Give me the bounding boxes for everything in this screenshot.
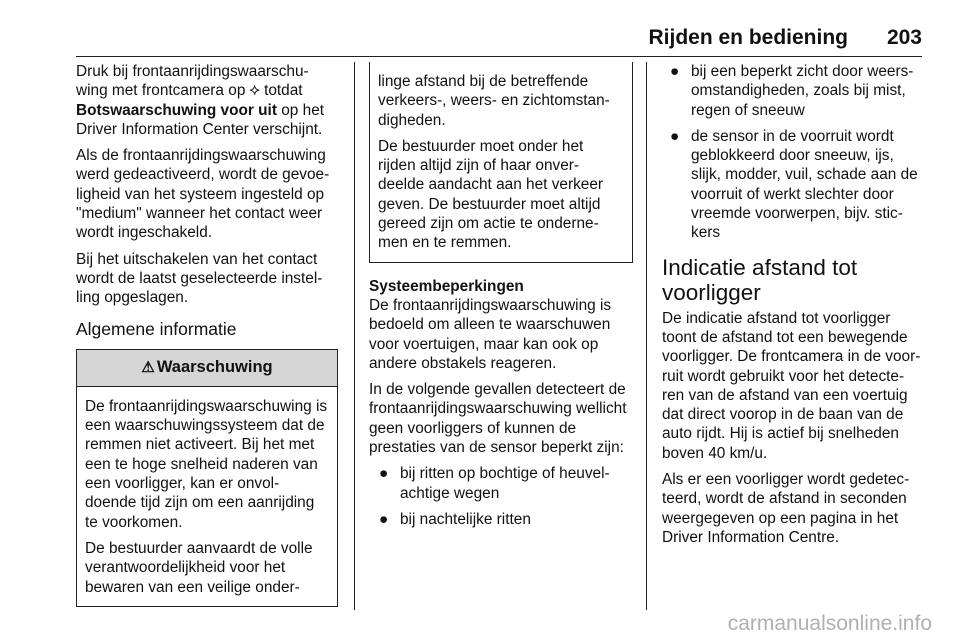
header-rule (76, 56, 922, 57)
list-item: ● bij een beperkt zicht door weers-omstandigheden, zoals bij mist, regen of sneeuw (670, 63, 914, 119)
watermark: carmanualsonline.info (727, 612, 932, 635)
bullet-list (662, 62, 926, 243)
column-3 (662, 62, 926, 554)
warning-box (76, 349, 338, 607)
page-header (0, 26, 960, 56)
paragraph: De frontaanrijdingswaarschuwing is bedoeld om alleen te waarschuwen voor voertuigen, maar kan ook op andere obstakels reageren. (369, 296, 612, 372)
warning-title: ⚠ Waarschuwing (77, 349, 337, 387)
list-item: ● bij nachtelijke ritten (379, 510, 531, 528)
section-heading: Algemene informatie (76, 318, 237, 339)
paragraph: Bij het uitschakelen van het contact wordt de laatst geselecteerde instel-ling opgeslagen. (76, 250, 323, 307)
column-1 (76, 62, 338, 607)
column-2 (369, 62, 633, 536)
warning-box-continued (369, 62, 633, 263)
bullet-list (369, 464, 633, 529)
list-item: ● bij ritten op bochtige of heuvel-achtige wegen (379, 465, 610, 502)
section-heading: Indicatie afstand tot voorligger (662, 254, 858, 305)
chapter-title: Rijden en bediening (648, 26, 848, 49)
list-item: ● de sensor in de voorruit wordt geblokkeerd door sneeuw, ijs, slijk, modder, vuil, schade aan de voorruit of werkt slechter door vreemde voorwerpen, bijv. stic-kers (670, 127, 918, 242)
paragraph: De frontaanrijdingswaarschuwing is een waarschuwingssysteem dat de remmen niet activeert. Bij het met een te hoge snelheid naderen van een voorligger, kan er onvol-doende tijd zijn om een aanrijding te voorkomen. (85, 397, 328, 531)
paragraph: Druk bij frontaanrijdingswaarschu-wing met frontcamera op ⯎ totdat Botswaarschuwing voor uit op het Driver Information Center verschijnt. (76, 63, 325, 138)
sub-heading: Systeembeperkingen (369, 277, 524, 295)
steering-wheel-distance-icon: ⯎ (249, 82, 260, 99)
display-message: Botswaarschuwing voor uit (76, 101, 277, 119)
warning-triangle-icon: ⚠ (141, 359, 155, 377)
paragraph: De bestuurder aanvaardt de volle verantwoordelijkheid voor het bewaren van een veilige onder- (85, 539, 313, 596)
paragraph: linge afstand bij de betreffende verkeers-, weers- en zichtomstan-digheden. (378, 73, 610, 129)
paragraph: De indicatie afstand tot voorligger toont de afstand tot een bewegende voorligger. De frontcamera in de voor-ruit wordt gebruikt voor het detecte-ren van de afstand van een voertuig dat direct voorop in de baan van de auto rijdt. Hij is actief bij snelheden boven 40 km/u. (662, 309, 921, 462)
column-divider (646, 62, 647, 610)
warning-body (77, 387, 337, 606)
paragraph: De bestuurder moet onder het rijden altijd zijn of haar onver-deelde aandacht aan het verkeer geven. De bestuurder moet altijd gereed zijn om actie te onderne-men en te remmen. (378, 137, 604, 252)
paragraph: In de volgende gevallen detecteert de frontaanrijdingswaarschuwing wellicht geen voorliggers of kunnen de prestaties van de sensor beperkt zijn: (369, 381, 627, 457)
paragraph: Als er een voorligger wordt gedetec-teerd, wordt de afstand in seconden weergegeven op een pagina in het Driver Information Centre. (662, 471, 910, 546)
page-number: 203 (886, 26, 922, 49)
paragraph: Als de frontaanrijdingswaarschuwing werd gedeactiveerd, wordt de gevoe-ligheid van het systeem ingesteld op "medium" wanneer het contact weer wordt ingeschakeld. (76, 147, 330, 242)
column-divider (354, 62, 355, 610)
